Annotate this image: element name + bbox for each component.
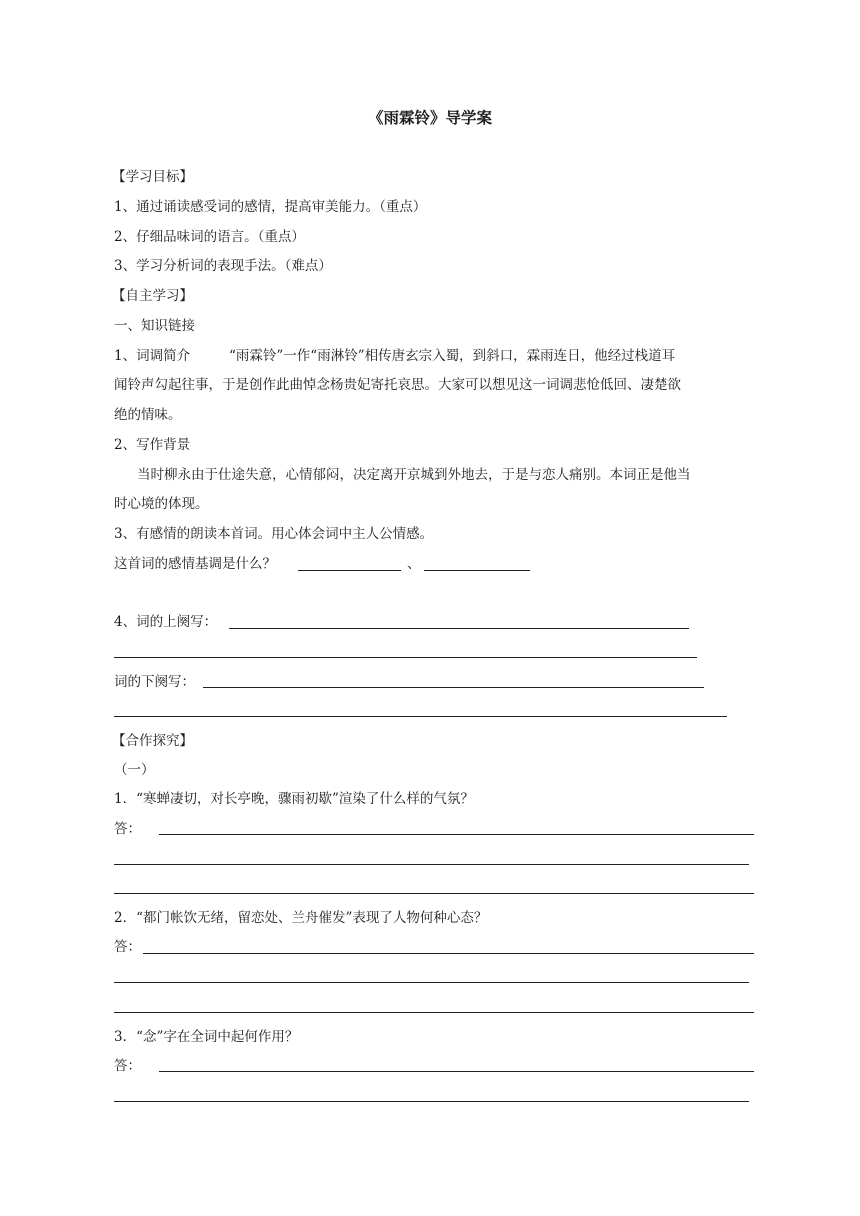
answer-label: 答： bbox=[114, 821, 141, 837]
answer-blank-line[interactable] bbox=[114, 893, 754, 894]
answer-blank-line[interactable] bbox=[159, 1071, 754, 1072]
answer-blank-line[interactable] bbox=[114, 716, 727, 717]
objective-item: 3、学习分析词的表现手法。（难点） bbox=[114, 258, 332, 274]
item2-label: 2、写作背景 bbox=[114, 437, 191, 453]
item4-label: 4、词的上阕写： bbox=[114, 614, 218, 630]
answer-blank-line[interactable] bbox=[229, 628, 689, 629]
page-title: 《雨霖铃》导学案 bbox=[367, 109, 492, 127]
answer-label: 答： bbox=[114, 939, 141, 955]
item2-text: 当时柳永由于仕途失意，心情郁闷，决定离开京城到外地去，于是与恋人痛别。本词正是他当 bbox=[137, 467, 691, 483]
coop-header: 【合作探究】 bbox=[112, 733, 193, 749]
answer-blank-line[interactable] bbox=[143, 953, 754, 954]
question-2: 2．“都门帐饮无绪，留恋处、兰舟催发”表现了人物何种心态？ bbox=[114, 910, 488, 926]
answer-blank-line[interactable] bbox=[114, 1101, 749, 1102]
answer-blank-line[interactable] bbox=[114, 864, 749, 865]
answer-blank-line[interactable] bbox=[424, 570, 530, 571]
self-study-header: 【自主学习】 bbox=[112, 288, 193, 304]
answer-blank-line[interactable] bbox=[114, 657, 697, 658]
knowledge-header: 一、知识链接 bbox=[114, 318, 195, 334]
item3-text: 3、有感情的朗读本首词。用心体会词中主人公情感。 bbox=[114, 526, 434, 542]
item2-text: 时心境的体现。 bbox=[114, 496, 209, 512]
answer-blank-line[interactable] bbox=[114, 1012, 754, 1013]
objective-item: 1、通过诵读感受词的感情，提高审美能力。（重点） bbox=[114, 199, 427, 215]
answer-blank-line[interactable] bbox=[159, 834, 754, 835]
item1-text: 闻铃声勾起往事，于是创作此曲悼念杨贵妃寄托哀思。大家可以想见这一词调悲怆低回、凄楚欲 bbox=[114, 377, 681, 393]
objectives-header: 【学习目标】 bbox=[112, 169, 193, 185]
objective-item: 2、仔细品味词的语言。（重点） bbox=[114, 229, 305, 245]
item1-text: “雨霖铃”一作“雨淋铃”相传唐玄宗入蜀，到斜口，霖雨连日，他经过栈道耳 bbox=[229, 348, 676, 364]
question-3: 3．“念”字在全词中起何作用？ bbox=[114, 1029, 299, 1045]
item1-text: 绝的情味。 bbox=[114, 407, 182, 423]
answer-blank-line[interactable] bbox=[203, 687, 704, 688]
item4-lower-label: 词的下阕写： bbox=[114, 674, 195, 690]
item1-label: 1、词调简介 bbox=[114, 348, 191, 364]
question-1: 1．“寒蝉凄切，对长亭晚，骤雨初歇”渲染了什么样的气氛？ bbox=[114, 791, 474, 807]
blank-separator: 、 bbox=[407, 556, 421, 572]
answer-blank-line[interactable] bbox=[114, 982, 749, 983]
answer-blank-line[interactable] bbox=[298, 570, 401, 571]
coop-sub: （一） bbox=[114, 762, 155, 778]
answer-label: 答： bbox=[114, 1058, 141, 1074]
item3-question: 这首词的感情基调是什么？ bbox=[114, 556, 276, 572]
